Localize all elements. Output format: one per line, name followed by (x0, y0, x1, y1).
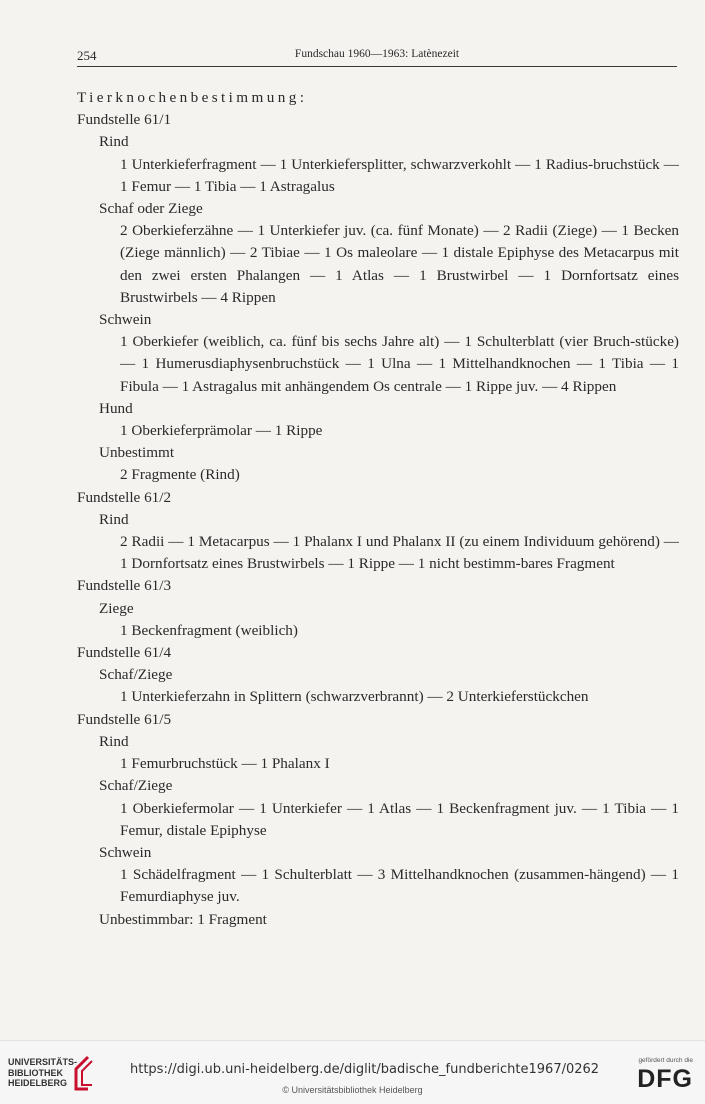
section-heading: Fundstelle 61/2 (77, 488, 172, 506)
dfg-logo: DFG (637, 1065, 693, 1093)
finds-entry: 1 Oberkiefer (weiblich, ca. fünf bis sechs Jahre alt) — 1 Schulterblatt (vier Bruch-stücke) — 1 Humerusdiaphysenbruchstück — 1 Ulna — 1 Mittelhandknochen — 1 Tibia — 1 Fibula — 1 Astragalus mit anhängendem Os centrale — 1 Rippe juv. — 4 Rippen (120, 333, 679, 395)
finds-entry: 2 Radii — 1 Metacarpus — 1 Phalanx I und Phalanx II (zu einem Individuum gehörend) — 1 Dornfortsatz eines Brustwirbels — 1 Rippe — 1 nicht bestimm-bares Fragment (120, 533, 679, 573)
species-heading: Rind (99, 510, 129, 528)
species-heading: Unbestimmt (99, 444, 175, 462)
species-heading: Schaf oder Ziege (99, 200, 203, 218)
permalink-url[interactable]: https://digi.ub.uni-heidelberg.de/diglit/badische_fundberichte1967/0262 (130, 1062, 600, 1077)
running-header (77, 48, 677, 66)
finds-entry: 1 Oberkiefermolar — 1 Unterkiefer — 1 Atlas — 1 Beckenfragment juv. — 1 Tibia — 1 Femur, distale Epiphyse (120, 799, 679, 839)
library-logo-line: BIBLIOTHEK (8, 1067, 63, 1078)
species-heading: Schwein (99, 311, 152, 329)
section-heading: Fundstelle 61/1 (77, 111, 172, 129)
species-heading: Schaf/Ziege (99, 777, 173, 795)
species-heading: Unbestimmbar: 1 Fragment (99, 910, 267, 928)
species-heading: Ziege (99, 599, 134, 617)
species-heading: Rind (99, 732, 129, 750)
running-title: Fundschau 1960—1963: Latènezeit (294, 48, 460, 60)
copyright-notice: © Universitätsbibliothek Heidelberg (282, 1085, 423, 1095)
section-heading: Tierknochenbestimmung: (77, 89, 308, 106)
species-heading: Schwein (99, 843, 152, 861)
body-text (77, 87, 679, 931)
viewer-footer (0, 1040, 705, 1104)
finds-entry: 1 Beckenfragment (weiblich) (120, 621, 298, 639)
species-heading: Schaf/Ziege (99, 666, 173, 684)
finds-entry: 2 Oberkieferzähne — 1 Unterkiefer juv. (ca. fünf Monate) — 2 Radii (Ziege) — 1 Becken (Ziege männlich) — 2 Tibiae — 1 Os maleolare — 1 distale Epiphyse des Metacarpus mit den zwei ersten Phalangen — 1 Atlas — 1 Brustwirbel — 1 Dornfortsatz eines Brustwirbels — 4 Rippen (120, 222, 679, 306)
species-heading: Hund (99, 399, 133, 417)
finds-entry: 1 Unterkieferzahn in Splittern (schwarzverbrannt) — 2 Unterkieferstückchen (120, 688, 589, 706)
finds-entry: 1 Unterkieferfragment — 1 Unterkiefersplitter, schwarzverkohlt — 1 Radius-bruchstück — 1 Femur — 1 Tibia — 1 Astragalus (120, 155, 679, 195)
section-heading: Fundstelle 61/4 (77, 644, 172, 662)
library-logo (8, 1057, 77, 1089)
funder-note: gefördert durch die (638, 1057, 693, 1064)
library-logo-line: HEIDELBERG (8, 1078, 68, 1088)
section-heading: Fundstelle 61/5 (77, 710, 172, 728)
library-logo-line: UNIVERSITÄTS- (8, 1057, 78, 1067)
finds-entry: 1 Femurbruchstück — 1 Phalanx I (120, 755, 330, 773)
header-rule (77, 66, 677, 67)
finds-entry: 2 Fragmente (Rind) (120, 466, 240, 484)
finds-entry: 1 Schädelfragment — 1 Schulterblatt — 3 Mittelhandknochen (zusammen-hängend) — 1 Femurdiaphyse juv. (120, 866, 679, 906)
section-heading: Fundstelle 61/3 (77, 577, 172, 595)
finds-entry: 1 Oberkieferprämolar — 1 Rippe (120, 422, 323, 440)
species-heading: Rind (99, 133, 129, 151)
page-number: 254 (77, 48, 97, 63)
